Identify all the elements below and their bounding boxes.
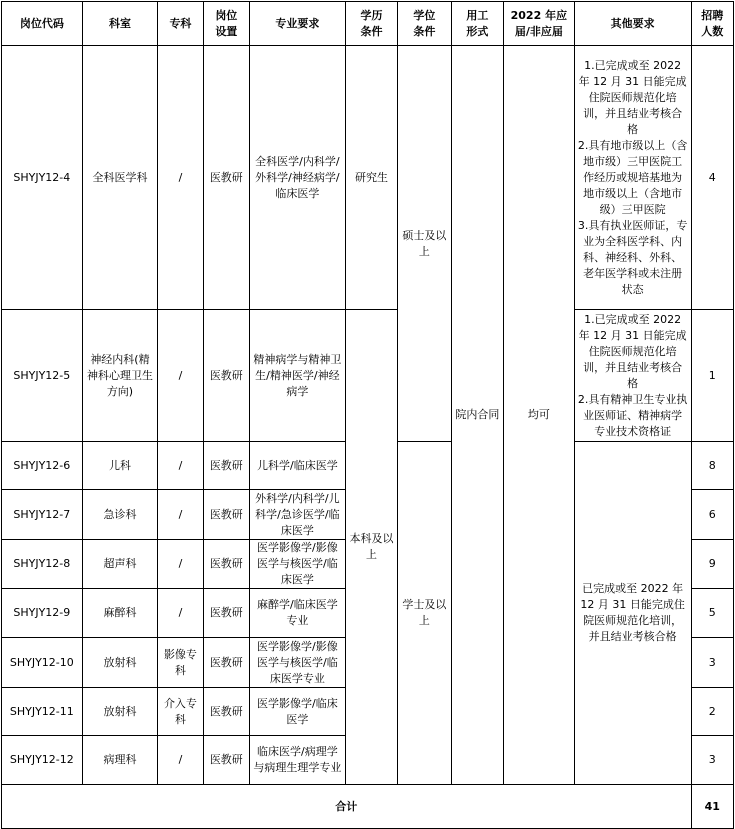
cell-major: 外科学/内科学/儿科学/急诊医学/临床医学 [250, 490, 346, 540]
cell-post: 医教研 [203, 490, 249, 540]
cell-post: 医教研 [203, 442, 249, 490]
cell-code: SHYJY12-8 [2, 540, 83, 589]
cell-degree: 学士及以上 [398, 442, 451, 785]
cell-count: 3 [691, 736, 733, 785]
cell-education: 研究生 [345, 46, 397, 310]
cell-post: 医教研 [203, 540, 249, 589]
cell-major: 临床医学/病理学与病理生理学专业 [250, 736, 346, 785]
cell-dept: 超声科 [82, 540, 158, 589]
cell-other-requirements [574, 310, 691, 442]
cell-count: 9 [691, 540, 733, 589]
cell-major: 麻醉学/临床医学专业 [250, 589, 346, 638]
requirement-item: 2.具有地市级以上（含地市级）三甲医院工作经历或规培基地为地市级以上（含地市级）三甲医院 [577, 138, 688, 216]
cell-count: 8 [691, 442, 733, 490]
cell-specialty: / [158, 310, 203, 442]
header-major: 专业要求 [250, 2, 346, 46]
cell-dept: 放射科 [82, 688, 158, 736]
cell-major: 医学影像学/临床医学 [250, 688, 346, 736]
requirement-item: 2.具有精神卫生专业执业医师证、精神病学专业技术资格证 [577, 392, 688, 438]
cell-education: 本科及以上 [345, 310, 397, 785]
header-employment: 用工 形式 [451, 2, 503, 46]
cell-dept: 麻醉科 [82, 589, 158, 638]
cell-count: 5 [691, 589, 733, 638]
recruitment-table [1, 1, 734, 829]
cell-code: SHYJY12-6 [2, 442, 83, 490]
cell-dept: 神经内科(精神科心理卫生方向) [82, 310, 158, 442]
header-count: 招聘 人数 [691, 2, 733, 46]
cell-dept: 放射科 [82, 638, 158, 688]
total-label: 合计 [2, 785, 692, 829]
cell-specialty: / [158, 736, 203, 785]
cell-post: 医教研 [203, 589, 249, 638]
cell-code: SHYJY12-5 [2, 310, 83, 442]
requirement-item: 1.已完成或至 2022 年 12 月 31 日能完成住院医师规范化培训，并且结业考核合格 [578, 312, 687, 390]
cell-specialty: / [158, 589, 203, 638]
total-value: 41 [691, 785, 733, 829]
header-specialty: 专科 [158, 2, 203, 46]
cell-specialty: 影像专科 [158, 638, 203, 688]
cell-count: 3 [691, 638, 733, 688]
header-degree: 学位 条件 [398, 2, 451, 46]
cell-other-requirements [574, 46, 691, 310]
cell-count: 1 [691, 310, 733, 442]
cell-dept: 儿科 [82, 442, 158, 490]
cell-specialty: 介入专科 [158, 688, 203, 736]
total-row [2, 785, 734, 829]
cell-major: 精神病学与精神卫生/精神医学/神经病学 [250, 310, 346, 442]
cell-major: 全科医学/内科学/外科学/神经病学/临床医学 [250, 46, 346, 310]
table-row [2, 310, 734, 442]
cell-major: 医学影像学/影像医学与核医学/临床医学 [250, 540, 346, 589]
cell-dept: 病理科 [82, 736, 158, 785]
cell-dept: 急诊科 [82, 490, 158, 540]
table-row [2, 46, 734, 310]
cell-post: 医教研 [203, 688, 249, 736]
requirement-item: 1.已完成或至 2022 年 12 月 31 日能完成住院医师规范化培训，并且结业考核合格 [578, 58, 687, 136]
cell-degree: 硕士及以上 [398, 46, 451, 442]
cell-post: 医教研 [203, 736, 249, 785]
cell-post: 医教研 [203, 310, 249, 442]
cell-major: 儿科学/临床医学 [250, 442, 346, 490]
cell-code: SHYJY12-4 [2, 46, 83, 310]
cell-post: 医教研 [203, 638, 249, 688]
header-post-setting: 岗位 设置 [203, 2, 249, 46]
cell-specialty: / [158, 540, 203, 589]
cell-specialty: / [158, 490, 203, 540]
cell-major: 医学影像学/影像医学与核医学/临床医学专业 [250, 638, 346, 688]
cell-code: SHYJY12-11 [2, 688, 83, 736]
cell-specialty: / [158, 46, 203, 310]
cell-count: 4 [691, 46, 733, 310]
cell-specialty: / [158, 442, 203, 490]
cell-code: SHYJY12-10 [2, 638, 83, 688]
requirement-item: 3.具有执业医师证，专业为全科医学科、内科、神经科、外科、老年医学科或未注册状态 [577, 218, 688, 296]
cell-code: SHYJY12-7 [2, 490, 83, 540]
cell-dept: 全科医学科 [82, 46, 158, 310]
header-dept: 科室 [82, 2, 158, 46]
header-education: 学历 条件 [345, 2, 397, 46]
cell-count: 6 [691, 490, 733, 540]
cell-post: 医教研 [203, 46, 249, 310]
header-row [2, 2, 734, 46]
header-other: 其他要求 [574, 2, 691, 46]
cell-count: 2 [691, 688, 733, 736]
cell-code: SHYJY12-12 [2, 736, 83, 785]
cell-code: SHYJY12-9 [2, 589, 83, 638]
header-graduate: 2022 年应 届/非应届 [504, 2, 575, 46]
cell-other-requirements-shared: 已完成或至 2022 年 12 月 31 日能完成住院医师规范化培训，并且结业考核合格 [574, 442, 691, 785]
cell-employment: 院内合同 [451, 46, 503, 785]
cell-graduate: 均可 [504, 46, 575, 785]
header-code: 岗位代码 [2, 2, 83, 46]
